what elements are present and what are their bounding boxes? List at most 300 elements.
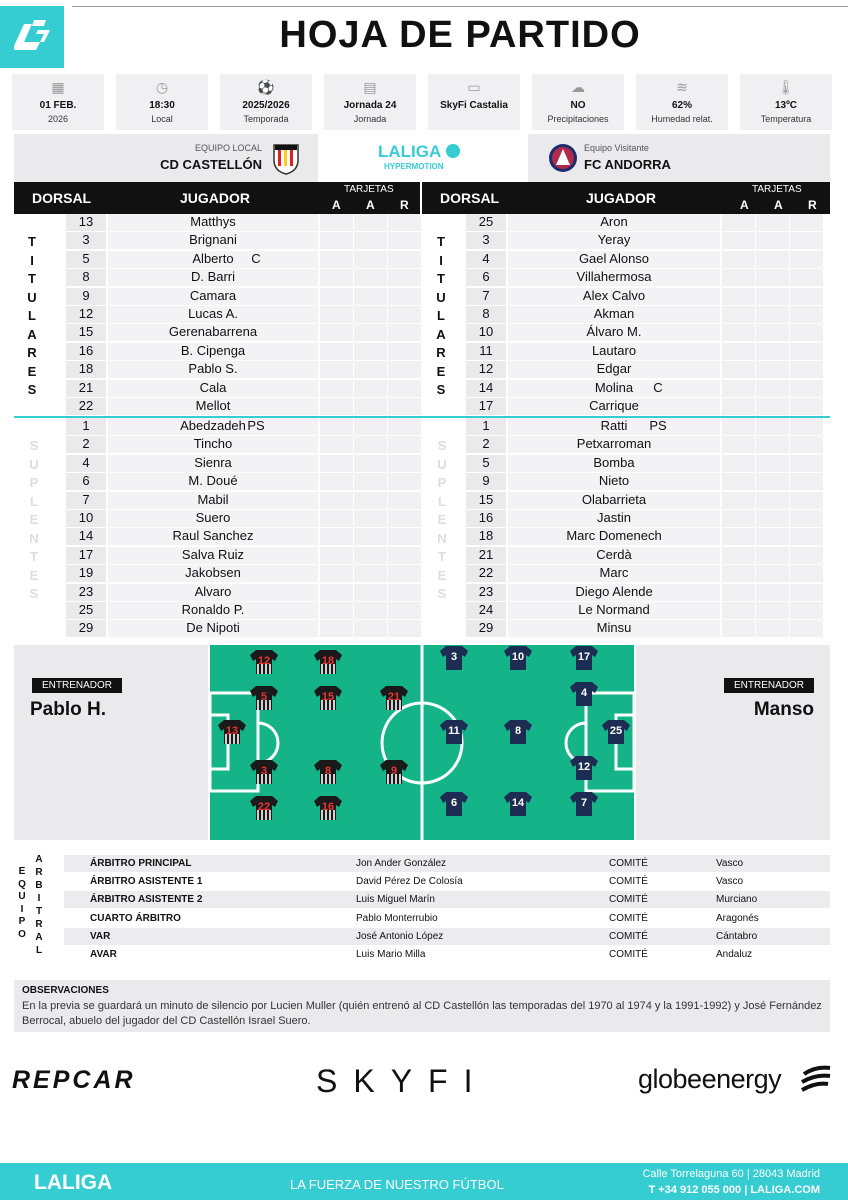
official-committee-label: COMITÉ [609,930,648,942]
card-cell [388,492,421,509]
player-name: Yeray [508,232,720,249]
info-label: 2026 [47,114,69,124]
card-cell [722,306,755,323]
card-cell [320,455,353,472]
card-cell [722,620,755,637]
observations-box [14,980,830,1032]
card-cell [388,620,421,637]
pitch [210,645,634,840]
card-cell [756,620,789,637]
info-label: Temperatura [760,114,812,124]
ball-icon: ⚽ [257,79,275,95]
player-name: Petxarroman [508,436,720,453]
observations-text: En la previa se guardará un minuto de silencio por Lucien Muller (quién entrenó al CD Castellón las temporadas del 1970 al 1974 y la 1991-1992) y José Fernández Berrocal, abuelo del jugador del CD Castellón Israel Suero. [22,1000,822,1027]
official-role: VAR [90,930,111,942]
thermometer-icon: 🌡 [777,79,795,95]
player-number: 11 [466,343,506,360]
player-row [466,528,832,545]
player-number: 29 [466,620,506,637]
card-cell [354,232,387,249]
card-cell [354,251,387,268]
card-cell [722,251,755,268]
player-row [66,343,432,360]
player-row [466,306,832,323]
card-cell [756,288,789,305]
player-number: 8 [466,306,506,323]
player-row [66,510,432,527]
side-letter: E [436,363,446,379]
clock-icon: ◷ [155,79,169,95]
card-cell [756,547,789,564]
player-row [466,602,832,619]
player-name: Salva Ruiz [108,547,318,564]
card-cell [722,528,755,545]
card-cell [790,584,823,601]
shirt-number: 12 [577,761,591,773]
player-name: Alberto [108,251,318,268]
official-committee: Cántabro [716,930,758,942]
official-row [64,891,830,908]
card-cell [388,528,421,545]
player-name: Carrique [508,398,720,415]
player-name: Ratti [508,418,720,435]
side-letter: T [437,271,445,286]
home-coach-label: ENTRENADOR [32,678,122,693]
player-name: Bomba [508,455,720,472]
card-cell [320,324,353,341]
card-cell [722,436,755,453]
side-letter: E [437,512,447,527]
player-number: 22 [66,398,106,415]
col-tarjetas: TARJETAS [344,184,394,195]
player-number: 9 [466,473,506,490]
player-number: 14 [66,528,106,545]
info-label: Precipitaciones [547,114,609,124]
player-row [466,288,832,305]
card-cell [320,288,353,305]
card-cell [722,584,755,601]
player-number: 7 [66,492,106,509]
away-coach-label: ENTRENADOR [724,678,814,693]
info-cell [740,74,832,130]
card-cell [790,473,823,490]
laliga-mark-icon [0,6,64,68]
player-name: Matthys [108,214,318,231]
card-cell [790,269,823,286]
card-cell [756,398,789,415]
card-cell [790,602,823,619]
side-letter: L [438,493,446,509]
away-coach-panel [636,645,830,840]
player-row [466,269,832,286]
observations-title: OBSERVACIONES [22,985,109,996]
col-a2: A [774,198,783,212]
player-name: Abedzadeh [108,418,318,435]
player-row [66,288,432,305]
card-cell [756,343,789,360]
card-cell [354,528,387,545]
shirt-number: 7 [580,797,588,809]
official-role: ÁRBITRO PRINCIPAL [90,858,192,869]
card-cell [388,380,421,397]
player-name: Molina [508,380,720,397]
card-cell [320,398,353,415]
officials-letter: I [20,903,24,915]
shirt-number: 15 [321,691,335,703]
card-cell [388,269,421,286]
col-dorsal: DORSAL [32,190,92,206]
shirt-number: 25 [609,725,623,737]
side-letter: S [29,586,39,601]
castellon-crest-icon [270,142,302,176]
card-cell [320,269,353,286]
side-letter: P [437,475,447,490]
official-committee: Vasco [716,858,744,869]
info-value: SkyFi Castalia [440,100,508,111]
card-cell [790,380,823,397]
officials-letter: R [35,867,43,878]
player-number: 5 [466,455,506,472]
card-cell [354,343,387,360]
official-name: Luis Miguel Marín [356,894,435,906]
player-row [466,232,832,249]
card-cell [354,214,387,231]
side-letter: S [27,382,37,397]
player-name: Raul Sanchez [108,528,318,545]
card-cell [722,269,755,286]
player-row [466,343,832,360]
card-cell [388,584,421,601]
col-r: R [808,198,817,212]
shirt-number: 11 [448,725,460,737]
card-cell [354,455,387,472]
official-committee-label: COMITÉ [609,949,648,960]
card-cell [388,232,421,249]
official-row [64,910,830,927]
card-cell [790,232,823,249]
player-name: Camara [108,288,318,305]
home-table-header [14,182,420,214]
player-number: 2 [466,436,506,453]
card-cell [354,269,387,286]
official-role: AVAR [90,949,117,960]
card-cell [320,565,353,582]
official-name: José Antonio López [356,930,444,942]
player-number: 1 [466,418,506,435]
card-cell [388,251,421,268]
official-row [64,873,830,890]
card-cell [790,324,823,341]
calendar-icon: ▦ [51,79,65,95]
card-cell [320,380,353,397]
card-cell [756,602,789,619]
player-row [66,361,432,378]
shirt-number: 13 [225,725,239,737]
info-value: 13ºC [775,100,797,111]
card-cell [320,306,353,323]
shirt-number: 14 [511,797,525,809]
player-row [66,269,432,286]
card-cell [790,306,823,323]
side-letter: R [27,345,37,360]
card-cell [756,306,789,323]
card-cell [320,584,353,601]
player-name: Minsu [508,620,720,637]
player-name: Alex Calvo [508,288,720,305]
player-row [466,492,832,509]
card-cell [354,510,387,527]
player-number: 16 [66,343,106,360]
player-number: 4 [466,251,506,268]
card-cell [354,602,387,619]
shirt-number: 21 [387,691,401,703]
officials-letter: I [37,893,41,904]
player-row [466,620,832,637]
official-name: Jon Ander González [356,858,447,869]
player-number: 23 [66,584,106,601]
info-value: NO [570,100,586,111]
player-number: 6 [466,269,506,286]
card-cell [320,492,353,509]
player-name: Gael Alonso [508,251,720,268]
officials-letter: T [35,906,43,917]
card-cell [790,398,823,415]
card-cell [790,620,823,637]
card-cell [756,492,789,509]
shirt-number: 12 [257,655,271,667]
card-cell [354,473,387,490]
player-number: 24 [466,602,506,619]
official-role: ÁRBITRO ASISTENTE 1 [90,876,203,888]
shirt-number: 9 [390,765,398,777]
league-dot-icon [446,144,460,158]
card-cell [320,510,353,527]
card-cell [756,361,789,378]
player-number: 10 [66,510,106,527]
schedule-icon: ▤ [363,79,377,95]
shirt-number: 3 [450,651,458,663]
player-name: Akman [508,306,720,323]
official-committee: Andaluz [716,949,753,960]
card-cell [722,232,755,249]
side-letter: U [437,456,447,472]
player-name: Cala [108,380,318,397]
player-row [66,251,432,268]
card-cell [320,473,353,490]
card-cell [790,288,823,305]
card-cell [320,251,353,268]
player-row [466,214,832,231]
card-cell [790,455,823,472]
player-name: Nieto [508,473,720,490]
card-cell [756,269,789,286]
player-name: Mabil [108,492,318,509]
player-name: Olabarrieta [508,492,720,509]
card-cell [790,492,823,509]
card-cell [354,436,387,453]
player-row [466,547,832,564]
side-letter: P [29,475,39,490]
info-cell [12,74,104,130]
player-row [466,398,832,415]
info-value: Jornada 24 [343,100,397,111]
player-name: De Nipoti [108,620,318,637]
home-team-band [14,134,318,182]
card-cell [354,584,387,601]
player-number: 17 [66,547,106,564]
player-name: Le Normand [508,602,720,619]
player-row [466,436,832,453]
player-number: 21 [66,380,106,397]
away-team-band [528,134,830,182]
info-cell [428,74,520,130]
info-label: Temporada [243,114,289,124]
card-cell [722,547,755,564]
sponsor-skyfi-logo: SKYFI [316,1063,489,1099]
official-committee: Aragonés [716,912,759,924]
card-cell [722,214,755,231]
player-row [466,361,832,378]
card-cell [790,547,823,564]
player-row [66,492,432,509]
player-row [66,214,432,231]
player-name: Gerenabarrena [108,324,318,341]
officials-letter: A [35,932,43,943]
home-coach-panel [14,645,208,840]
info-value: 2025/2026 [242,100,290,111]
side-letter: T [437,234,445,249]
player-name: M. Doué [108,473,318,490]
officials-letter: B [35,880,43,891]
player-name: Jastin [508,510,720,527]
card-cell [722,380,755,397]
shirt-number: 3 [260,765,268,777]
official-row [64,946,830,963]
card-cell [722,565,755,582]
home-team-sub: EQUIPO LOCAL [194,143,262,153]
player-number: 15 [466,492,506,509]
andorra-crest-icon [548,143,578,173]
official-committee-label: COMITÉ [609,912,648,924]
card-cell [756,584,789,601]
player-number: 9 [66,288,106,305]
player-number: 14 [466,380,506,397]
league-name: LALIGA [378,142,442,161]
side-letter: L [437,308,445,323]
player-name: Marc [508,565,720,582]
away-table-header [422,182,830,214]
card-cell [756,436,789,453]
player-name: D. Barri [108,269,318,286]
col-r: R [400,198,409,212]
player-name: B. Cipenga [108,343,318,360]
official-name: Pablo Monterrubio [356,912,438,924]
side-letter: I [439,252,443,268]
player-number: 8 [66,269,106,286]
starters-subs-divider [14,416,830,418]
officials-letter: E [18,866,26,877]
footer [0,1163,848,1200]
player-number: 3 [66,232,106,249]
player-number: 16 [466,510,506,527]
card-cell [320,418,353,435]
card-cell [320,343,353,360]
humidity-icon: ≋ [676,79,688,95]
card-cell [388,306,421,323]
shirt-number: 8 [324,765,332,777]
col-jugador: JUGADOR [180,190,251,206]
home-team-name: CD CASTELLÓN [160,157,262,172]
card-cell [790,528,823,545]
card-cell [388,547,421,564]
officials-letter: U [18,891,26,902]
card-cell [756,565,789,582]
player-mark: C [653,379,663,395]
footer-slogan: LA FUERZA DE NUESTRO FÚTBOL [290,1177,504,1192]
side-letter: A [436,326,446,342]
shirt-number: 18 [321,655,335,667]
card-cell [756,251,789,268]
player-name: Diego Alende [508,584,720,601]
player-number: 1 [66,418,106,435]
side-letter: N [29,530,39,546]
stadium-icon: ▭ [467,79,481,95]
col-a1: A [332,198,341,212]
player-number: 21 [466,547,506,564]
player-number: 25 [466,214,506,231]
player-name: Brignani [108,232,318,249]
player-name: Marc Domenech [508,528,720,545]
shirt-number: 22 [257,801,271,813]
card-cell [354,492,387,509]
card-cell [320,547,353,564]
side-letter: N [437,530,447,546]
side-letter: S [437,438,447,453]
player-row [66,380,432,397]
col-dorsal: DORSAL [440,190,500,206]
player-name: Ronaldo P. [108,602,318,619]
side-letter: S [436,382,446,397]
info-cell [324,74,416,130]
shirt-number: 16 [321,801,335,813]
shirt-number: 17 [577,651,591,663]
card-cell [722,492,755,509]
player-row [66,232,432,249]
player-number: 12 [466,361,506,378]
info-cell [116,74,208,130]
card-cell [354,565,387,582]
card-cell [388,324,421,341]
card-cell [790,343,823,360]
laliga-logo [0,6,64,68]
player-row [66,620,432,637]
player-number: 12 [66,306,106,323]
official-committee-label: COMITÉ [609,858,648,869]
player-number: 3 [466,232,506,249]
info-label: Jornada [353,114,387,124]
card-cell [320,232,353,249]
side-letter: T [28,271,36,286]
card-cell [790,565,823,582]
card-cell [756,214,789,231]
player-row [466,565,832,582]
player-row [66,473,432,490]
card-cell [756,380,789,397]
sponsor-repcar-logo: REPCAR [12,1066,136,1094]
card-cell [722,288,755,305]
player-number: 19 [66,565,106,582]
shirt-number: 4 [580,687,588,699]
